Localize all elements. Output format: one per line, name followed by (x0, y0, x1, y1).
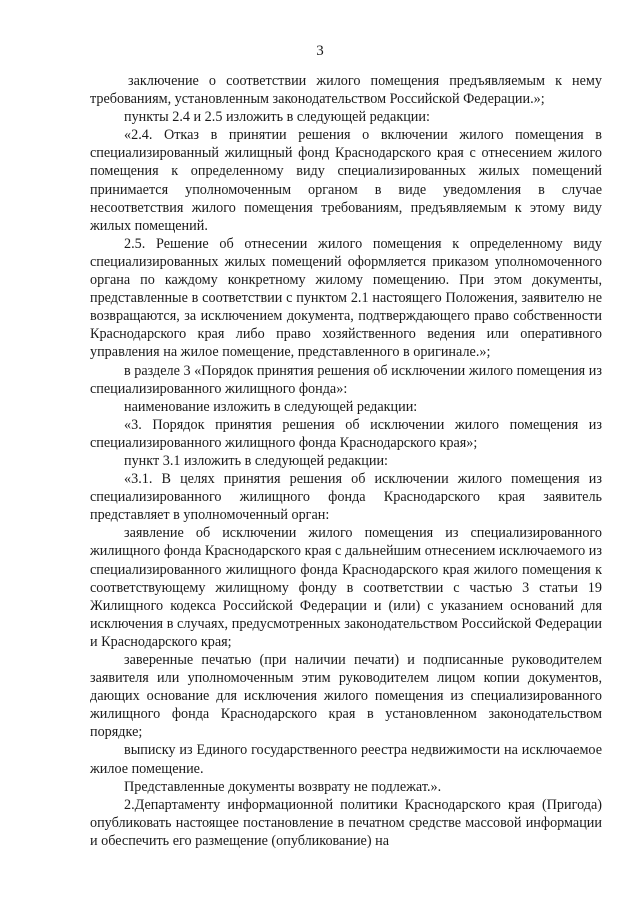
paragraph: выписку из Единого государственного реестра недвижимости на исключаемое жилое помещение. (90, 742, 602, 777)
paragraph: 2.Департаменту информационной политики Краснодарского края (Пригода) опубликовать настоящее постановление в печатном средстве массовой информации и обеспечить его размещение (опубликование) на (90, 796, 602, 849)
paragraph: пункты 2.4 и 2.5 изложить в следующей редакции: (124, 109, 430, 126)
paragraph: пункт 3.1 изложить в следующей редакции: (124, 452, 388, 469)
paragraph: в разделе 3 «Порядок принятия решения об исключении жилого помещения из специализированного жилищного фонда»: (90, 362, 602, 397)
paragraph: «2.4. Отказ в принятии решения о включении жилого помещения в специализированный жилищный фонд Краснодарского края с отнесением жилого помещения к определенному виду специализированных жилых помещений принимается уполномоченным органом в виде уведомления в случае несоответствия жилого помещения требованиям, предъявляемым к этому виду жилых помещений. (90, 127, 602, 234)
paragraph: наименование изложить в следующей редакции: (124, 398, 418, 415)
paragraph: Представленные документы возврату не подлежат.». (124, 778, 442, 795)
paragraph: 2.5. Решение об отнесении жилого помещения к определенному виду специализированных жилых помещений оформляется приказом уполномоченного органа по каждому конкретному жилому помещению. При этом документы, представленные в соответствии с пунктом 2.1 настоящего Положения, заявителю не возвращаются, за исключением документа, подтверждающего право собственности Краснодарского края либо право хозяйственного ведения или оперативного управления на жилое помещение, представленного в оригинале.»; (90, 235, 602, 361)
page-number: 3 (316, 43, 324, 59)
paragraph: «3.1. В целях принятия решения об исключении жилого помещения из специализированного жилищного фонда Краснодарского края заявитель представляет в уполномоченный орган: (90, 471, 602, 524)
paragraph: заключение о соответствии жилого помещения предъявляемым к нему требованиям, установленным законодательством Российской Федерации.»; (90, 73, 602, 108)
paragraph: «3. Порядок принятия решения об исключении жилого помещения из специализированного жилищного фонда Краснодарского края»; (90, 416, 602, 451)
paragraph: заверенные печатью (при наличии печати) и подписанные руководителем заявителя или уполномоченным этим руководителем лицом копии документов, дающих основание для исключения жилого помещения из специализированного жилищного фонда Краснодарского края в установленном законодательством порядке; (90, 652, 602, 741)
paragraph: заявление об исключении жилого помещения из специализированного жилищного фонда Краснодарского края с дальнейшим отнесением исключаемого из специализированного жилищного фонда Краснодарского края жилого помещения к соответствующему жилищному фонду в соответствии с частью 3 статьи 19 Жилищного кодекса Российской Федерации и (или) с указанием оснований для исключения в случаях, предусмотренных законодательством Российской Федерации и Краснодарского края; (90, 525, 602, 650)
document-body (90, 72, 602, 850)
